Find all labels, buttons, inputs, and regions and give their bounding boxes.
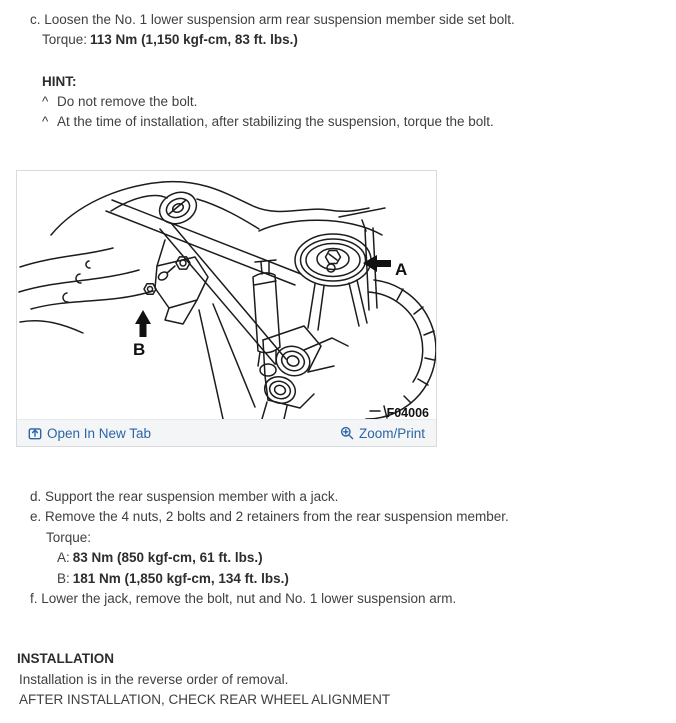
- hint-item: [42, 93, 197, 110]
- figure-canvas: [17, 171, 436, 419]
- open-in-new-tab-icon: [28, 426, 42, 440]
- suspension-diagram: [17, 171, 436, 419]
- step-e-line: e. Remove the 4 nuts, 2 bolts and 2 retainers from the rear suspension member.: [30, 509, 509, 524]
- member-mount: [295, 234, 371, 286]
- installation-line-1: Installation is in the reverse order of removal.: [19, 672, 289, 687]
- zoom-print-link[interactable]: [340, 426, 425, 441]
- step-c-torque: [42, 31, 298, 48]
- torque-heading: Torque:: [46, 530, 92, 545]
- torque-a-line: [57, 549, 263, 566]
- torque-a-value: 83 Nm (850 kgf-cm, 61 ft. lbs.): [72, 550, 263, 565]
- zoom-print-label: Zoom/Print: [358, 425, 425, 441]
- hint-title: HINT:: [42, 74, 77, 89]
- zoom-icon: [340, 426, 354, 440]
- step-d-line: d. Support the rear suspension member with a jack.: [30, 489, 339, 504]
- open-in-new-tab-link[interactable]: [28, 426, 151, 441]
- step-f-line: f. Lower the jack, remove the bolt, nut and No. 1 lower suspension arm.: [30, 591, 457, 606]
- figure-code: F04006: [386, 406, 429, 419]
- installation-line-2: AFTER INSTALLATION, CHECK REAR WHEEL ALIGNMENT: [19, 692, 391, 707]
- torque-b-line: [57, 570, 289, 587]
- figure-label-a: A: [395, 260, 408, 279]
- figure-panel: [16, 170, 437, 447]
- hint-bullet: ^: [42, 94, 49, 109]
- hint-item-text: Do not remove the bolt.: [57, 94, 198, 109]
- torque-b-value: 181 Nm (1,850 kgf-cm, 134 ft. lbs.): [72, 571, 289, 586]
- torque-label: Torque:: [42, 32, 88, 47]
- torque-value: 113 Nm (1,150 kgf-cm, 83 ft. lbs.): [90, 32, 298, 47]
- hint-item: [42, 113, 494, 130]
- hint-bullet: ^: [42, 114, 49, 129]
- step-c-line: c. Loosen the No. 1 lower suspension arm rear suspension member side set bolt.: [30, 12, 515, 27]
- torque-a-label: A:: [57, 550, 70, 565]
- installation-heading: INSTALLATION: [17, 651, 114, 666]
- upper-bushing: [155, 187, 202, 230]
- hint-item-text: At the time of installation, after stabilizing the suspension, torque the bolt.: [57, 114, 494, 129]
- open-in-new-tab-label: Open In New Tab: [47, 425, 152, 441]
- figure-label-b: B: [133, 340, 146, 359]
- figure-toolbar: [17, 419, 436, 446]
- torque-b-label: B:: [57, 571, 70, 586]
- arrow-b-icon: [135, 310, 151, 337]
